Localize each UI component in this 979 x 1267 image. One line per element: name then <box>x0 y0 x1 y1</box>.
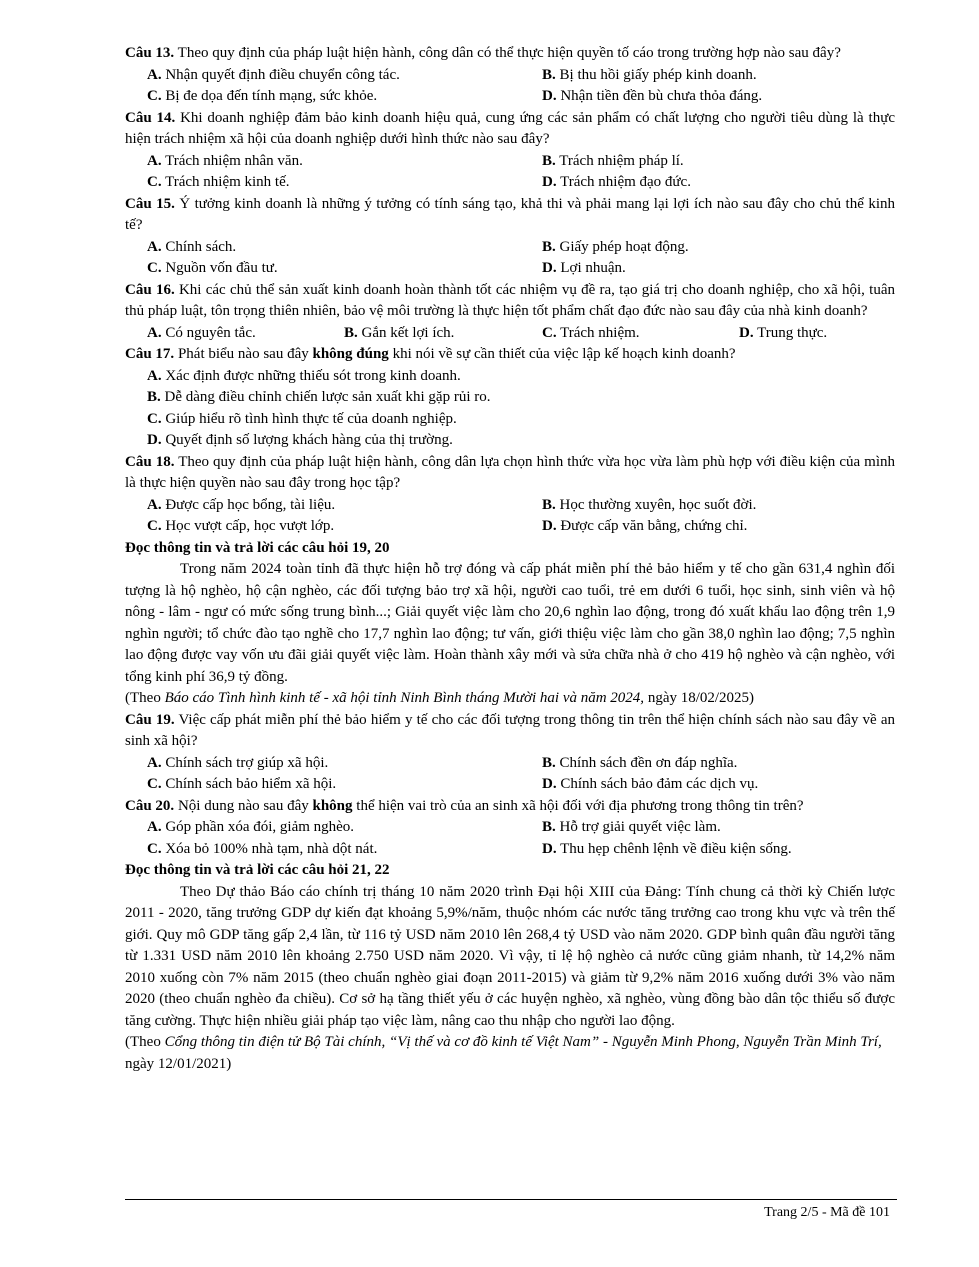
question-14 <box>125 108 895 151</box>
option-d: D. Được cấp văn bằng, chứng chỉ. <box>542 518 748 534</box>
question-text: Theo quy định của pháp luật hiện hành, công dân có thể thực hiện quyền tố cáo trong trường hợp nào sau đây? <box>174 45 841 61</box>
question-text: Theo quy định của pháp luật hiện hành, công dân lựa chọn hình thức vừa học vừa làm phù hợp với điều kiện của mình là thực hiện quyền nào sau đây trong học tập? <box>125 453 895 491</box>
question-13 <box>125 43 895 65</box>
option-b: B. Gắn kết lợi ích. <box>344 324 455 341</box>
question-number: Câu 16. <box>125 281 175 298</box>
option-b: B. Dễ dàng điều chỉnh chiến lược sản xuất khi gặp rủi ro. <box>147 389 491 405</box>
question-text: Ý tưởng kinh doanh là những ý tưởng có tính sáng tạo, khả thi và phải mang lại lợi ích nào sau đây cho chủ thể kinh tế? <box>125 195 895 233</box>
passage-source: (Theo Báo cáo Tình hình kinh tế - xã hội tỉnh Ninh Bình tháng Mười hai và năm 2024, ngày 18/02/2025) <box>125 690 755 706</box>
option-c: C. Trách nhiệm kinh tế. <box>147 174 290 190</box>
option-c: C. Nguồn vốn đầu tư. <box>147 260 278 276</box>
option-a: A. Chính sách trợ giúp xã hội. <box>147 754 329 771</box>
option-c: C. Giúp hiểu rõ tình hình thực tế của doanh nghiệp. <box>147 410 457 427</box>
option-d: D. Thu hẹp chênh lệnh về điều kiện sống. <box>542 840 792 857</box>
page-footer: Trang 2/5 - Mã đề 101 <box>764 1205 890 1220</box>
option-b: B. Chính sách đền ơn đáp nghĩa. <box>542 754 738 771</box>
section-heading: Đọc thông tin và trả lời các câu hỏi 19, 20 <box>125 539 390 556</box>
emphasis-text: không đúng <box>312 346 389 362</box>
answer-options <box>125 237 895 280</box>
option-d: D. Quyết định số lượng khách hàng của thị trường. <box>147 432 453 448</box>
option-a: A. Trách nhiệm nhân văn. <box>147 152 303 169</box>
question-16 <box>125 280 895 323</box>
question-number: Câu 17. <box>125 346 175 362</box>
question-20: Câu 20. Nội dung nào sau đây không thể hiện vai trò của an sinh xã hội đối với địa phương trong thông tin trên? <box>125 797 804 814</box>
answer-options <box>125 495 895 538</box>
option-a: A. Nhận quyết định điều chuyển công tác. <box>147 66 400 83</box>
option-a: A. Được cấp học bổng, tài liệu. <box>147 496 336 513</box>
option-b: B. Hỗ trợ giải quyết việc làm. <box>542 819 721 835</box>
answer-options <box>125 323 895 345</box>
option-d: D. Chính sách bảo đảm các dịch vụ. <box>542 776 759 792</box>
question-number: Câu 15. <box>125 195 175 212</box>
question-text: Khi doanh nghiệp đảm bảo kinh doanh hiệu quả, cung ứng các sản phẩm có chất lượng cho người tiêu dùng là thực hiện trách nhiệm xã hội của doanh nghiệp dưới hình thức nào sau đây? <box>125 109 895 147</box>
option-d: D. Trung thực. <box>739 324 828 341</box>
section-heading: Đọc thông tin và trả lời các câu hỏi 21, 22 <box>125 862 390 878</box>
question-number: Câu 13. <box>125 45 175 61</box>
passage-source: (Theo Cổng thông tin điện tử Bộ Tài chính, “Vị thế và cơ đồ kinh tế Việt Nam” - Nguyễn Minh Phong, Nguyễn Trần Minh Trí, ngày 12/01/2021) <box>125 1034 882 1072</box>
option-a: A. Xác định được những thiếu sót trong kinh doanh. <box>147 367 461 384</box>
option-a: A. Có nguyên tắc. <box>147 324 256 341</box>
answer-options <box>125 151 895 194</box>
option-c: C. Bị đe dọa đến tính mạng, sức khỏe. <box>147 88 378 104</box>
answer-options <box>125 65 895 108</box>
option-b: B. Trách nhiệm pháp lí. <box>542 152 684 169</box>
exam-page <box>125 43 895 1075</box>
option-b: B. Giấy phép hoạt động. <box>542 238 689 255</box>
option-a: A. Chính sách. <box>147 238 237 255</box>
option-a: A. Góp phần xóa đói, giảm nghèo. <box>147 819 355 835</box>
answer-options <box>125 753 895 796</box>
option-d: D. Trách nhiệm đạo đức. <box>542 174 691 190</box>
question-18 <box>125 452 895 495</box>
question-number: Câu 20. <box>125 797 175 814</box>
question-number: Câu 14. <box>125 109 176 126</box>
option-b: B. Học thường xuyên, học suốt đời. <box>542 496 757 513</box>
option-d: D. Lợi nhuận. <box>542 260 626 276</box>
option-c: C. Trách nhiệm. <box>542 324 640 341</box>
reading-passage: Theo Dự thảo Báo cáo chính trị tháng 10 năm 2020 trình Đại hội XIII của Đảng: Tính chung cả thời kỳ Chiến lược 2011 - 2020, tăng trưởng GDP dự kiến đạt khoảng 5,9%/năm, thuộc nhóm các nước tăng trưởng cao trong khu vực và trên thế giới. Quy mô GDP tăng gấp 2,4 lần, từ 116 tỷ USD năm 2010 lên 268,4 tỷ USD vào năm 2020. GDP bình quân đầu người tăng từ 1.331 USD năm 2010 lên khoảng 2.750 USD năm 2020. Vì vậy, tỉ lệ hộ nghèo cả nước cũng giảm nhanh, từ 14,2% năm 2010 xuống còn 7% năm 2015 (theo chuẩn nghèo giai đoạn 2011-2015) và giảm từ 9,2% năm 2016 xuống dưới 3% vào năm 2020 (theo chuẩn nghèo đa chiều). Cơ sở hạ tầng thiết yếu ở các huyện nghèo, xã nghèo, vùng đồng bào dân tộc thiểu số được tăng cường. Thực hiện nhiều giải pháp tạo việc làm, nâng cao thu nhập cho người lao động. <box>125 883 895 1029</box>
question-text: Khi các chủ thể sản xuất kinh doanh hoàn thành tốt các nhiệm vụ đề ra, tạo giá trị cho doanh nghiệp, cho xã hội, tuân thủ pháp luật, tôn trọng thiên nhiên, bảo vệ môi trường là thực hiện tốt phẩm chất đạo đức nào sau đây của nhà kinh doanh? <box>125 281 895 319</box>
answer-options <box>125 817 895 860</box>
question-17: Câu 17. Phát biểu nào sau đây không đúng khi nói về sự cần thiết của việc lập kế hoạch kinh doanh? <box>125 346 736 362</box>
question-15 <box>125 194 895 237</box>
question-number: Câu 18. <box>125 453 175 470</box>
question-text: Việc cấp phát miễn phí thẻ bảo hiểm y tế cho các đối tượng trong thông tin trên thể hiện chính sách nào sau đây về an sinh xã hội? <box>125 711 895 749</box>
question-number: Câu 19. <box>125 711 175 728</box>
question-19 <box>125 710 895 753</box>
emphasis-text: không <box>312 797 353 814</box>
footer-divider <box>125 1199 897 1200</box>
reading-passage: Trong năm 2024 toàn tỉnh đã thực hiện hỗ trợ đóng và cấp phát miễn phí thẻ bảo hiểm y tế cho gần 631,4 nghìn đối tượng là hộ nghèo, hộ cận nghèo, các đối tượng bảo trợ xã hội, người cao tuổi, trẻ em dưới 6 tuổi, học sinh, sinh viên và hộ nông - lâm - ngư có mức sống trung bình...; Giải quyết việc làm cho 20,6 nghìn lao động, trong đó xuất khẩu lao động trên 1,9 nghìn người; tổ chức đào tạo nghề cho 17,7 nghìn lao động; tư vấn, giới thiệu việc làm cho gần 38,0 nghìn lao động; 7,5 nghìn lao động được vay vốn ưu đãi giải quyết việc làm. Hoàn thành xây mới và sửa chữa nhà ở cho 419 hộ nghèo và cận nghèo, với tổng kinh phí 36,9 tỷ đồng. <box>125 561 895 685</box>
option-b: B. Bị thu hồi giấy phép kinh doanh. <box>542 66 757 83</box>
option-c: C. Xóa bỏ 100% nhà tạm, nhà dột nát. <box>147 840 378 857</box>
option-c: C. Chính sách bảo hiểm xã hội. <box>147 776 337 792</box>
option-d: D. Nhận tiền đền bù chưa thỏa đáng. <box>542 88 763 104</box>
option-c: C. Học vượt cấp, học vượt lớp. <box>147 518 335 534</box>
